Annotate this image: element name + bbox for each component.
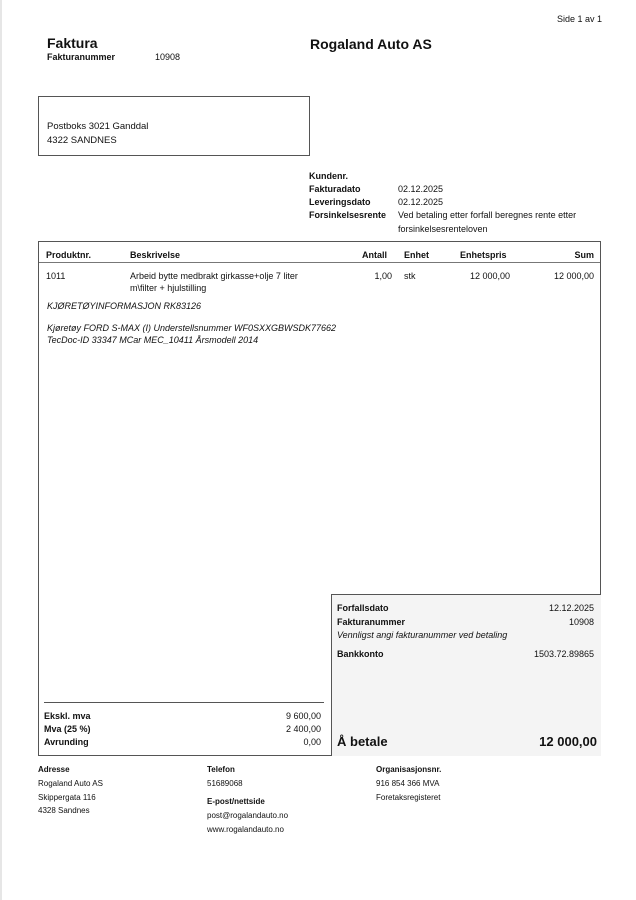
invoice-number-value: 10908 [155,52,181,62]
footer-org-number: 916 854 366 MVA [376,779,440,788]
column-header-unit-price: Enhetspris [460,250,507,260]
document-title: Faktura [47,35,98,51]
footer-website-link[interactable]: www.rogalandauto.no [207,825,284,834]
column-header-sum: Sum [574,250,594,260]
invoice-date-value: 02.12.2025 [398,184,444,194]
row-description-line1: Arbeid bytte medbrakt girkasse+olje 7 liter [130,271,298,281]
column-header-unit: Enhet [404,250,430,260]
page-edge [0,0,2,900]
row-product-number: 1011 [46,271,66,281]
company-name: Rogaland Auto AS [310,36,432,52]
vehicle-info-line2: TecDoc-ID 33347 MCar MEC_10411 Årsmodell 2014 [47,335,259,345]
customer-number-label: Kundenr. [309,171,349,181]
payment-invoice-number-label: Fakturanummer [337,617,406,627]
rounding-label: Avrunding [44,737,89,747]
footer-address-city: 4328 Sandnes [38,806,90,815]
row-sum: 12 000,00 [553,271,594,281]
totals-divider [44,702,324,703]
row-quantity: 1,00 [374,271,392,281]
excl-vat-label: Ekskl. mva [44,711,91,721]
payment-reference-note: Vennligst angi fakturanummer ved betaling [337,630,508,640]
footer-phone: 51689068 [207,779,243,788]
due-date-value: 12.12.2025 [548,603,594,613]
column-header-description: Beskrivelse [130,250,181,260]
footer-registry: Foretaksregisteret [376,793,441,802]
amount-due-label: Å betale [337,734,388,749]
late-interest-label: Forsinkelsesrente [309,210,387,220]
vehicle-info-line1: Kjøretøy FORD S-MAX (I) Understellsnummer WF0SXXGBWSDK77662 [47,323,337,333]
footer-email-link[interactable]: post@rogalandauto.no [207,811,289,820]
footer-address-heading: Adresse [38,765,70,774]
delivery-date-label: Leveringsdato [309,197,371,207]
row-unit: stk [404,271,416,281]
rounding-value: 0,00 [303,737,321,747]
late-interest-text-line1: Ved betaling etter forfall beregnes rente etter [398,210,577,220]
column-header-quantity: Antall [362,250,388,260]
footer-phone-heading: Telefon [207,765,235,774]
recipient-address-line2: 4322 SANDNES [47,135,117,146]
excl-vat-value: 9 600,00 [285,711,321,721]
column-header-product: Produktnr. [46,250,92,260]
footer-address-name: Rogaland Auto AS [38,779,103,788]
invoice-date-label: Fakturadato [309,184,361,194]
bank-account-label: Bankkonto [337,649,384,659]
late-interest-text-line2: forsinkelsesrenteloven [398,224,488,234]
row-description-line2: m\filter + hjulstilling [130,283,207,293]
vehicle-info-heading: KJØRETØYINFORMASJON RK83126 [47,301,202,311]
bank-account-value: 1503.72.89865 [533,649,594,659]
footer-web-heading: E-post/nettside [207,797,265,806]
footer-address-street: Skippergata 116 [38,793,96,802]
page-number: Side 1 av 1 [556,14,602,24]
payment-invoice-number-value: 10908 [568,617,594,627]
delivery-date-value: 02.12.2025 [398,197,444,207]
footer-org-heading: Organisasjonsnr. [376,765,442,774]
vat-label: Mva (25 %) [44,724,91,734]
table-header-divider [39,262,600,263]
recipient-address-line1: Postboks 3021 Ganddal [47,121,149,132]
amount-due-value: 12 000,00 [539,734,597,749]
invoice-number-label: Fakturanummer [47,52,116,62]
due-date-label: Forfallsdato [337,603,389,613]
vat-value: 2 400,00 [285,724,321,734]
row-unit-price: 12 000,00 [469,271,510,281]
